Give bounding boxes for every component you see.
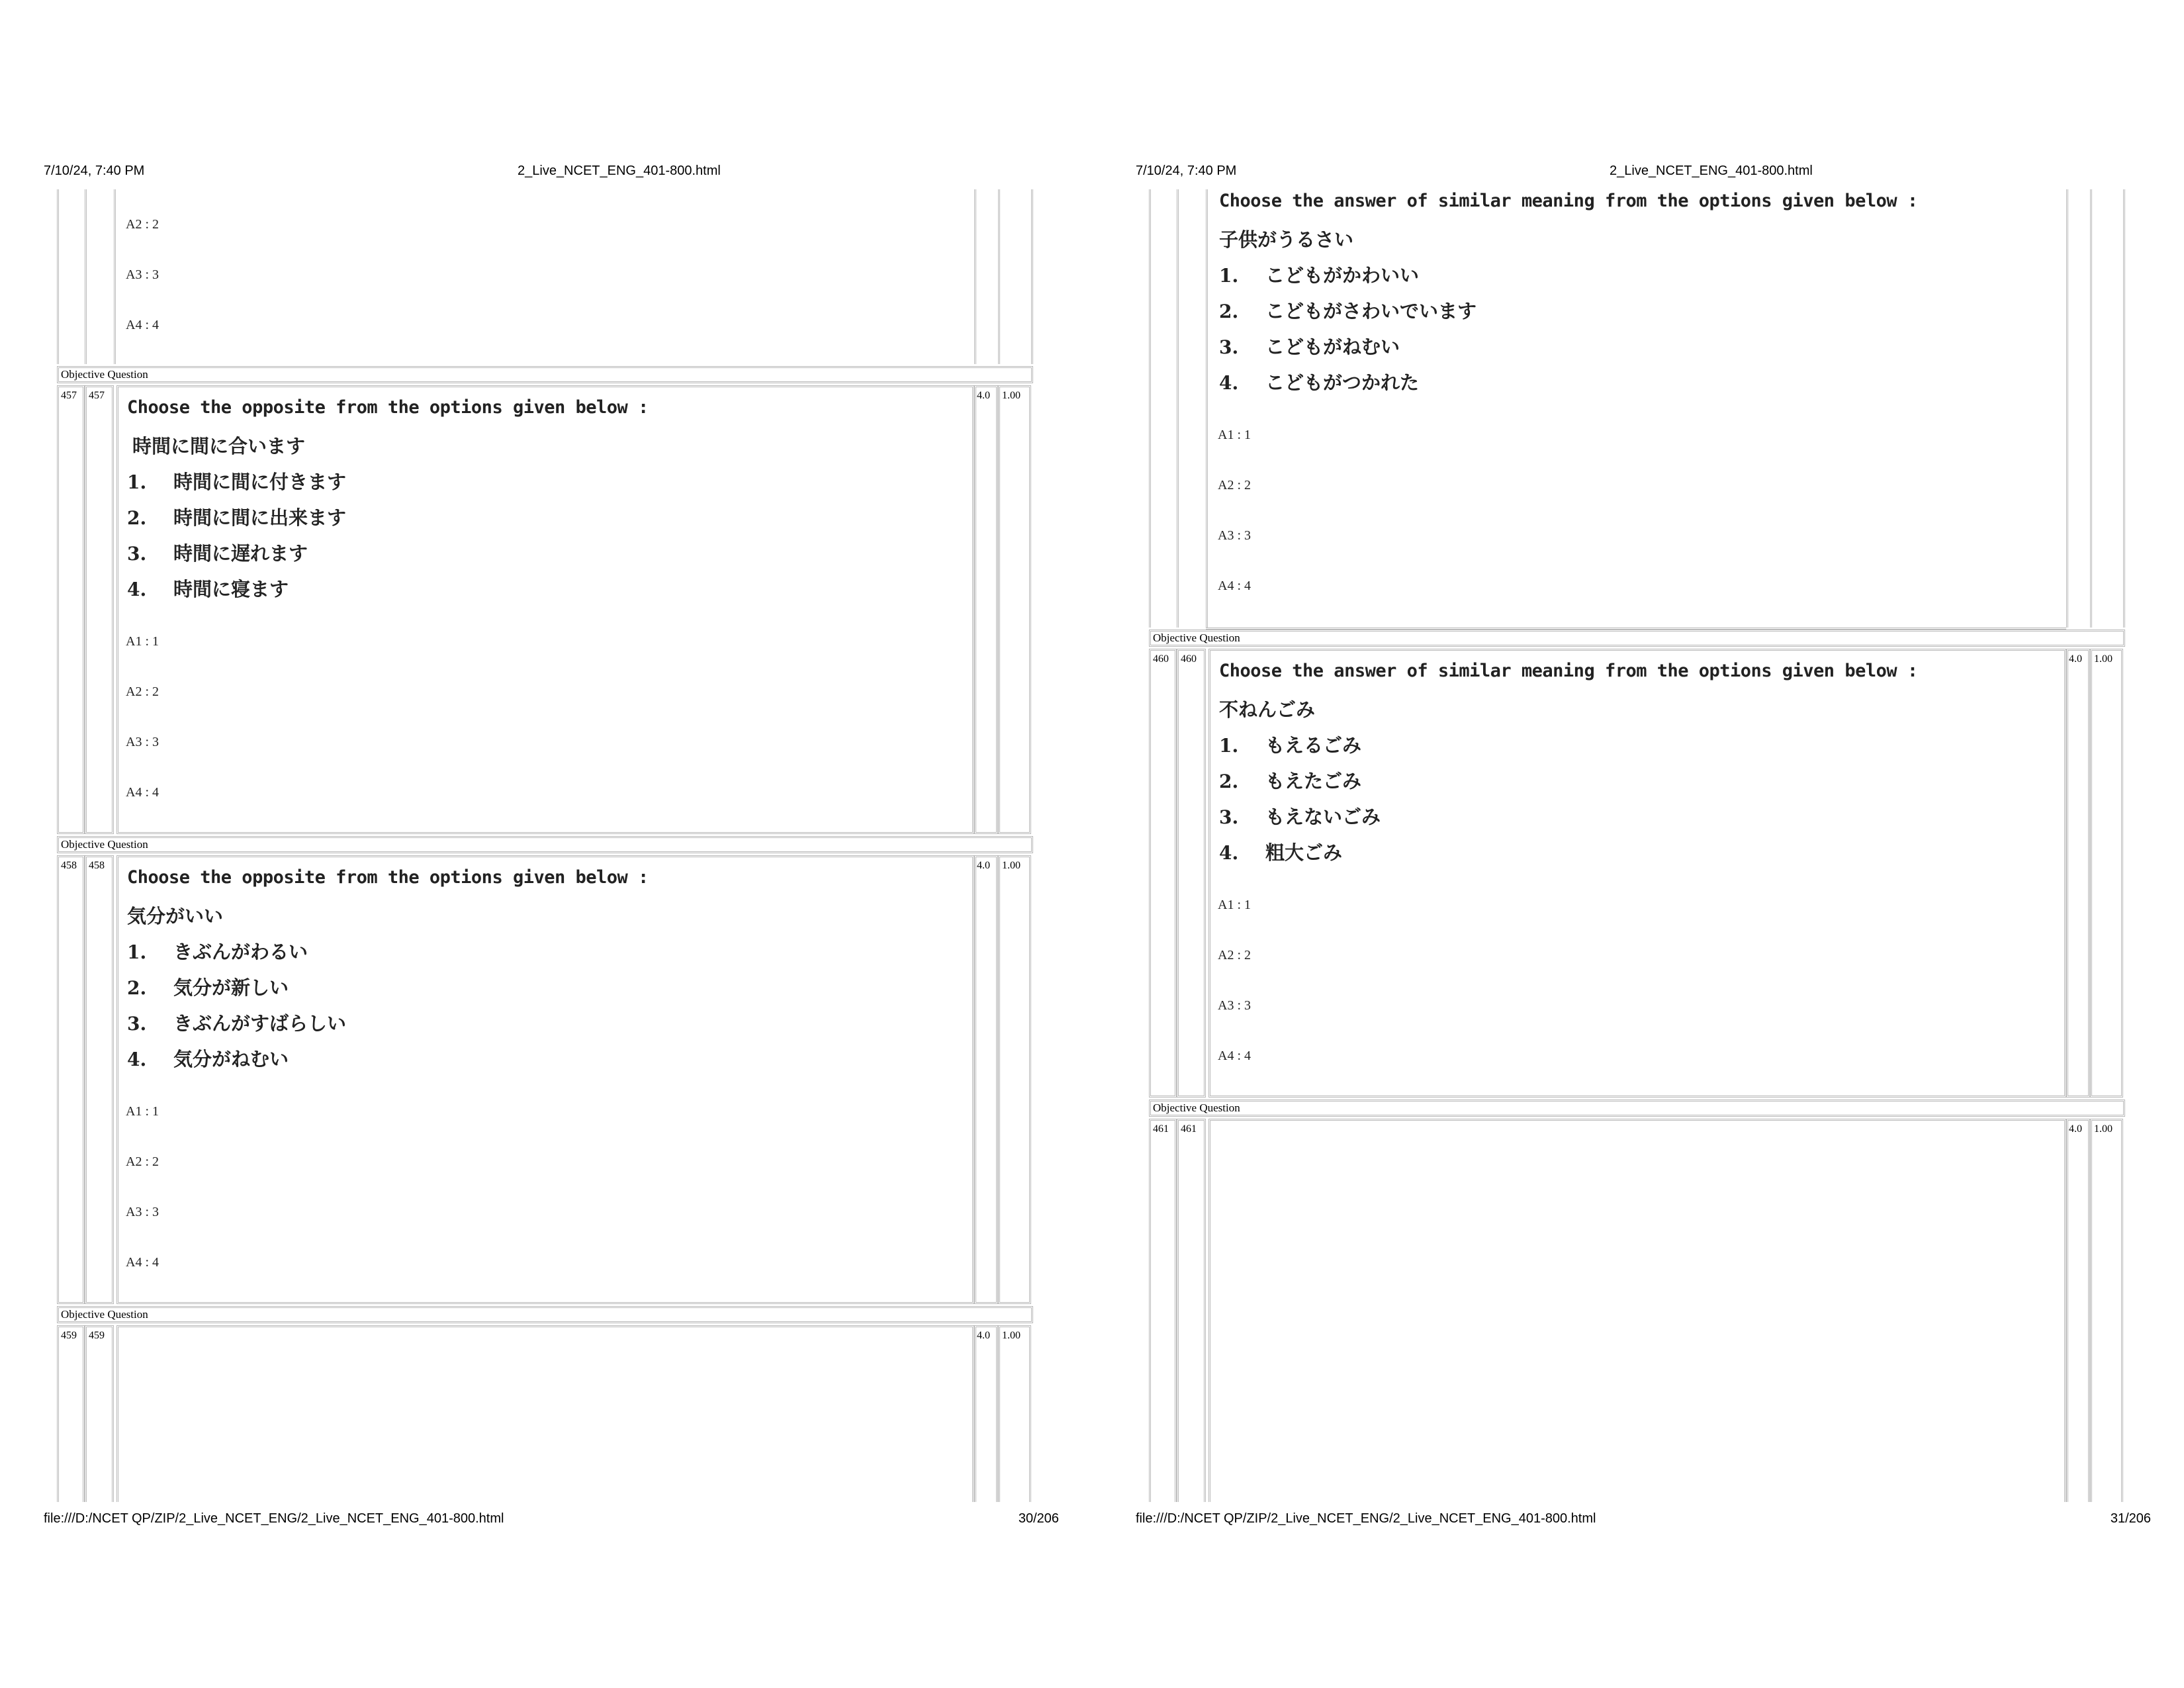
serial-cell: [1149, 649, 1177, 1098]
section-label: Objective Question: [61, 838, 148, 851]
question-id-cell: [1177, 1119, 1206, 1502]
question-word: 気分がいい: [127, 905, 224, 927]
table-border: [1177, 189, 1179, 628]
answer-option: A3 : 3: [126, 735, 159, 749]
negative-marks-cell: [998, 855, 1031, 1304]
section-label-row: [1149, 630, 2125, 647]
question-option: 4. 時間に寝ます: [127, 578, 289, 600]
question-id: 460: [1181, 653, 1197, 665]
question-id: 458: [89, 860, 105, 871]
print-footer-page-number: 31/206: [2110, 1511, 2151, 1526]
question-option: 4. 気分がねむい: [127, 1048, 289, 1070]
section-label-row: [57, 366, 1033, 383]
marks-cell: [974, 385, 998, 834]
answer-option: A1 : 1: [1218, 428, 1251, 442]
answer-option: A3 : 3: [1218, 528, 1251, 543]
marks-cell: [974, 1325, 998, 1502]
question-option: 2. 時間に間に出来ます: [127, 506, 347, 529]
question-body-cell: [116, 1325, 974, 1502]
answer-option: A3 : 3: [126, 267, 159, 282]
section-label: Objective Question: [1153, 632, 1240, 644]
question-option: 4. 粗大ごみ: [1219, 841, 1343, 864]
negative-marks-value: 1.00: [2094, 1123, 2113, 1135]
print-footer-path: file:///D:/NCET QP/ZIP/2_Live_NCET_ENG/2_Live_NCET_ENG_401-800.html: [1136, 1511, 1596, 1526]
serial-cell: [57, 1325, 85, 1502]
question-option: 3. 時間に遅れます: [127, 542, 308, 565]
question-id: 457: [89, 390, 105, 401]
marks-value: 4.0: [977, 1330, 990, 1341]
table-border: [1206, 189, 1208, 628]
marks-value: 4.0: [977, 390, 990, 401]
marks-cell: [974, 855, 998, 1304]
negative-marks-cell: [998, 1325, 1031, 1502]
answer-option: A4 : 4: [1218, 1049, 1251, 1063]
section-label: Objective Question: [61, 368, 148, 381]
table-border: [2066, 189, 2068, 628]
negative-marks-cell: [998, 385, 1031, 834]
answer-option: A1 : 1: [1218, 898, 1251, 912]
question-option: 2. もえたごみ: [1219, 770, 1362, 792]
question-table: [57, 189, 1035, 1502]
question-word: 不ねんごみ: [1219, 698, 1316, 721]
negative-marks-value: 1.00: [1002, 860, 1021, 871]
print-header-datetime: 7/10/24, 7:40 PM: [1136, 164, 1237, 178]
print-header-title: 2_Live_NCET_ENG_401-800.html: [1610, 164, 1813, 178]
marks-value: 4.0: [977, 860, 990, 871]
table-border: [1031, 189, 1033, 364]
question-prompt: Choose the opposite from the options given below :: [127, 397, 649, 418]
question-option: 1. きぶんがわるい: [127, 941, 308, 963]
question-table: [1149, 189, 2127, 1502]
marks-value: 4.0: [2069, 1123, 2082, 1135]
answer-option: A4 : 4: [126, 1255, 159, 1270]
negative-marks-value: 1.00: [2094, 653, 2113, 665]
table-border: [998, 189, 1000, 364]
answer-option: A1 : 1: [126, 1104, 159, 1119]
serial-number: 459: [61, 1330, 77, 1341]
section-label-row: [1149, 1100, 2125, 1117]
question-option: 2. 気分が新しい: [127, 976, 289, 999]
question-id-cell: [85, 1325, 114, 1502]
question-option: 2. こどもがさわいでいます: [1219, 300, 1477, 322]
answer-option: A2 : 2: [1218, 478, 1251, 492]
answer-option: A3 : 3: [1218, 998, 1251, 1013]
question-option: 1. 時間に間に付きます: [127, 471, 347, 493]
question-word: 子供がうるさい: [1219, 228, 1354, 251]
table-border: [2090, 189, 2092, 628]
question-option: 1. こどもがかわいい: [1219, 264, 1420, 287]
question-id: 459: [89, 1330, 105, 1341]
answer-option: A1 : 1: [126, 634, 159, 649]
table-border: [1149, 189, 1151, 628]
question-word: 時間に間に合います: [132, 435, 306, 457]
serial-cell: [57, 855, 85, 1304]
print-page-right: [1092, 0, 2184, 1688]
table-border: [114, 189, 116, 364]
question-prompt: Choose the answer of similar meaning from the options given below :: [1219, 191, 1918, 211]
print-footer-page-number: 30/206: [1018, 1511, 1059, 1526]
question-option: 3. きぶんがすばらしい: [127, 1012, 347, 1035]
answer-option: A2 : 2: [1218, 948, 1251, 962]
question-option: 3. こどもがねむい: [1219, 336, 1400, 358]
question-body-cell: [116, 855, 974, 1304]
negative-marks-cell: [2090, 1119, 2123, 1502]
serial-number: 458: [61, 860, 77, 871]
section-label-row: [57, 836, 1033, 853]
answer-option: A4 : 4: [1218, 579, 1251, 593]
section-label-row: [57, 1306, 1033, 1323]
answer-option: A3 : 3: [126, 1205, 159, 1219]
marks-cell: [2066, 1119, 2090, 1502]
question-id-cell: [85, 855, 114, 1304]
question-id-cell: [85, 385, 114, 834]
section-label: Objective Question: [61, 1308, 148, 1321]
marks-cell: [2066, 649, 2090, 1098]
serial-number: 461: [1153, 1123, 1169, 1135]
question-body-cell: [1208, 649, 2066, 1098]
serial-number: 460: [1153, 653, 1169, 665]
print-footer-path: file:///D:/NCET QP/ZIP/2_Live_NCET_ENG/2_Live_NCET_ENG_401-800.html: [44, 1511, 504, 1526]
question-body-cell: [1208, 1119, 2066, 1502]
answer-option: A2 : 2: [126, 1154, 159, 1169]
negative-marks-value: 1.00: [1002, 390, 1021, 401]
print-header-title: 2_Live_NCET_ENG_401-800.html: [518, 164, 721, 178]
marks-value: 4.0: [2069, 653, 2082, 665]
question-id: 461: [1181, 1123, 1197, 1135]
negative-marks-cell: [2090, 649, 2123, 1098]
table-border: [2123, 189, 2125, 628]
section-label: Objective Question: [1153, 1102, 1240, 1114]
negative-marks-value: 1.00: [1002, 1330, 1021, 1341]
answer-option: A2 : 2: [126, 217, 159, 232]
answer-option: A4 : 4: [126, 318, 159, 332]
serial-number: 457: [61, 390, 77, 401]
serial-cell: [57, 385, 85, 834]
answer-option: A2 : 2: [126, 684, 159, 699]
question-prompt: Choose the opposite from the options given below :: [127, 867, 649, 888]
question-id-cell: [1177, 649, 1206, 1098]
print-header-datetime: 7/10/24, 7:40 PM: [44, 164, 145, 178]
answer-option: A4 : 4: [126, 785, 159, 800]
question-option: 3. もえないごみ: [1219, 806, 1381, 828]
question-option: 4. こどもがつかれた: [1219, 371, 1420, 394]
table-border: [85, 189, 87, 364]
table-border: [974, 189, 976, 364]
question-option: 1. もえるごみ: [1219, 734, 1362, 757]
serial-cell: [1149, 1119, 1177, 1502]
table-border: [57, 189, 59, 364]
question-prompt: Choose the answer of similar meaning from the options given below :: [1219, 661, 1918, 681]
